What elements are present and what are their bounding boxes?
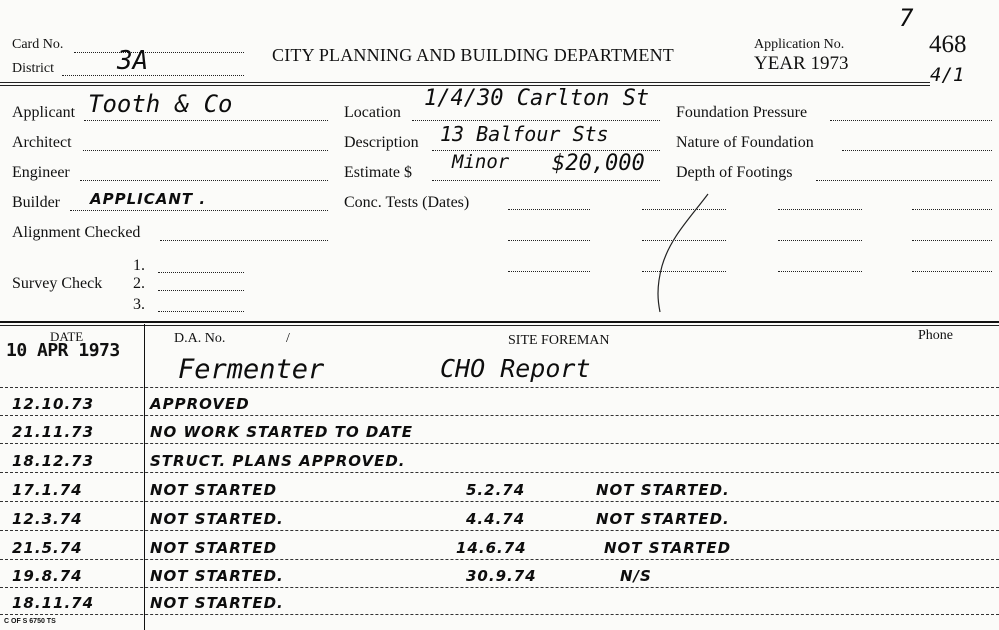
conc-tests-label: Conc. Tests (Dates) [344, 194, 470, 211]
log-date: 19.8.74 [12, 567, 83, 585]
description-label: Description [344, 134, 419, 151]
date-column-rule [144, 324, 145, 630]
card-no-line [74, 52, 244, 53]
log-note: NO WORK STARTED TO DATE [150, 423, 414, 441]
row-rule [0, 387, 999, 388]
engineer-label: Engineer [12, 164, 70, 181]
log-date: 18.12.73 [12, 452, 95, 470]
survey-check-label: Survey Check [12, 275, 103, 292]
log-note: STRUCT. PLANS APPROVED. [150, 452, 406, 470]
builder-label: Builder [12, 194, 60, 211]
section-divider-2 [0, 325, 999, 326]
estimate-minor: Minor [452, 151, 510, 173]
log-note: NOT STARTED. [150, 567, 284, 585]
district-label: District [12, 61, 54, 76]
da-slash: / [286, 331, 290, 346]
log-date: 12.3.74 [12, 510, 83, 528]
row-rule [0, 587, 999, 588]
application-number: 468 [929, 31, 967, 58]
log-date: 17.1.74 [12, 481, 83, 499]
pen-stroke [630, 188, 720, 318]
survey-item-1: 1. [133, 257, 145, 274]
header-divider [0, 82, 930, 83]
log-date-2: 4.4.74 [466, 510, 526, 528]
application-no-label: Application No. [754, 37, 845, 52]
row-rule [0, 530, 999, 531]
log-date: 21.11.73 [12, 423, 95, 441]
log-note-2: NOT STARTED [604, 539, 732, 557]
district-value: 3A [117, 46, 149, 76]
log-note-2: N/S [620, 567, 652, 585]
foundation-pressure-line [830, 120, 992, 121]
log-date-2: 14.6.74 [456, 539, 527, 557]
log-date: 18.11.74 [12, 594, 95, 612]
site-foreman-label: SITE FOREMAN [508, 333, 610, 348]
corner-mark: 7 [899, 4, 914, 32]
survey-line-3 [158, 311, 244, 312]
received-stamp: 10 APR 1973 [6, 340, 120, 361]
row-rule [0, 415, 999, 416]
conc-test-line [912, 271, 992, 272]
conc-test-line [508, 209, 590, 210]
log-note-2: NOT STARTED. [596, 481, 730, 499]
cho-report: CHO Report [440, 354, 591, 383]
log-date: 12.10.73 [12, 395, 95, 413]
nature-foundation-line [842, 150, 992, 151]
application-suffix: 4/1 [930, 64, 965, 86]
form-code: C OF S 6750 TS [4, 618, 56, 625]
card-no-label: Card No. [12, 37, 64, 52]
year-label: YEAR 1973 [754, 53, 849, 74]
alignment-label: Alignment Checked [12, 224, 141, 241]
engineer-line [80, 180, 328, 181]
conc-test-line [778, 271, 862, 272]
location-value: 1/4/30 Carlton St [424, 86, 650, 111]
applicant-value: Tooth & Co [88, 90, 233, 118]
log-date-2: 5.2.74 [466, 481, 526, 499]
log-note: APPROVED [150, 395, 250, 413]
conc-test-line [508, 240, 590, 241]
survey-item-3: 3. [133, 296, 145, 313]
architect-line [83, 150, 328, 151]
alignment-line [160, 240, 328, 241]
conc-test-line [912, 240, 992, 241]
builder-line [70, 210, 328, 211]
row-rule [0, 501, 999, 502]
date-header: DATE [50, 329, 84, 344]
builder-value: APPLICANT . [90, 190, 207, 208]
foundation-pressure-label: Foundation Pressure [676, 104, 808, 121]
estimate-line [432, 180, 660, 181]
log-date-2: 30.9.74 [466, 567, 537, 585]
log-note-2: NOT STARTED. [596, 510, 730, 528]
foreman-name: Fermenter [178, 354, 325, 385]
location-label: Location [344, 104, 401, 121]
estimate-value: $20,000 [552, 151, 645, 176]
row-rule [0, 443, 999, 444]
row-rule [0, 614, 999, 615]
conc-test-line [778, 240, 862, 241]
nature-foundation-label: Nature of Foundation [676, 134, 814, 151]
log-note: NOT STARTED. [150, 594, 284, 612]
section-divider [0, 321, 999, 323]
log-note: NOT STARTED. [150, 510, 284, 528]
district-line [62, 75, 244, 76]
log-note: NOT STARTED [150, 481, 278, 499]
row-rule [0, 559, 999, 560]
depth-footings-label: Depth of Footings [676, 164, 793, 181]
conc-test-line [912, 209, 992, 210]
survey-line-2 [158, 290, 244, 291]
log-date: 21.5.74 [12, 539, 83, 557]
phone-label: Phone [918, 328, 953, 343]
log-note: NOT STARTED [150, 539, 278, 557]
applicant-line [84, 120, 328, 121]
description-value: 13 Balfour Sts [440, 122, 609, 146]
da-no-label: D.A. No. [174, 331, 226, 346]
estimate-label: Estimate $ [344, 164, 412, 181]
architect-label: Architect [12, 134, 72, 151]
depth-footings-line [816, 180, 992, 181]
conc-test-line [778, 209, 862, 210]
conc-test-line [508, 271, 590, 272]
row-rule [0, 472, 999, 473]
applicant-label: Applicant [12, 104, 76, 121]
survey-line-1 [158, 272, 244, 273]
survey-item-2: 2. [133, 275, 145, 292]
department-title: CITY PLANNING AND BUILDING DEPARTMENT [272, 45, 674, 65]
location-line [412, 120, 660, 121]
